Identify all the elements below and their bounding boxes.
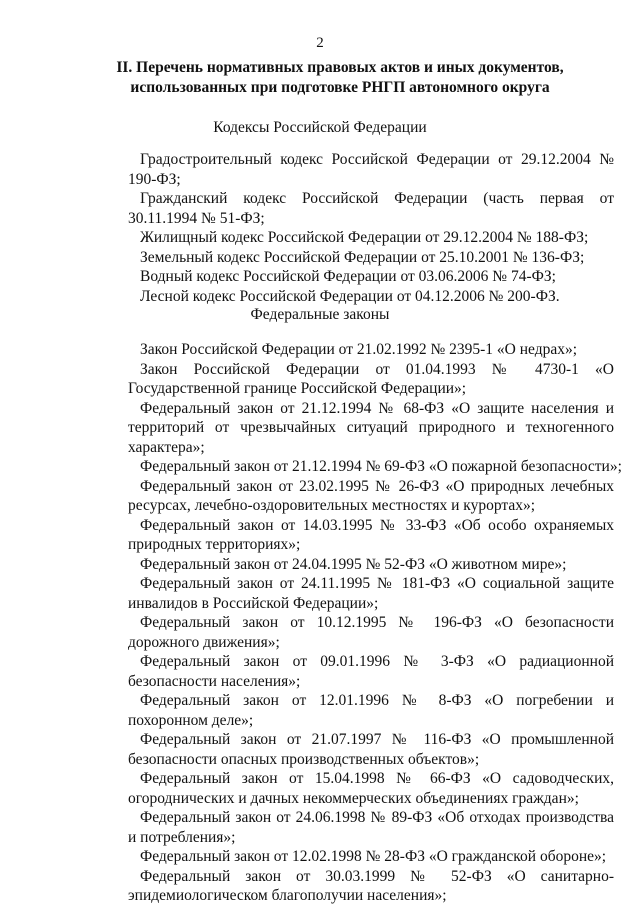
- list-item: Гражданский кодекс Российской Федерации (часть первая от 30.11.1994 № 51-ФЗ;: [128, 190, 614, 227]
- list-item: Федеральный закон от 21.12.1994 № 68-ФЗ «О защите населения и территорий от чрезвычайных ситуаций природного и техногенного характера»;: [128, 399, 614, 456]
- list-item: Водный кодекс Российской Федерации от 03.06.2006 № 74-ФЗ;: [140, 268, 556, 285]
- list-item: Федеральный закон от 12.02.1998 № 28-ФЗ «О гражданской обороне»;: [140, 848, 607, 865]
- list-item: Земельный кодекс Российской Федерации от 25.10.2001 № 136-ФЗ;: [140, 248, 585, 266]
- list-item: Лесной кодекс Российской Федерации от 04.12.2006 № 200-ФЗ.: [140, 287, 560, 305]
- list-item: Федеральный закон от 14.03.1995 № 33-ФЗ «Об особо охраняемых природных территориях»;: [128, 516, 614, 553]
- list-item: Закон Российской Федерации от 01.04.1993 № 4730-1 «О Государственной границе Российской Федерации»;: [128, 360, 614, 397]
- page-number: 2: [316, 35, 324, 51]
- list-item: Федеральный закон от 24.06.1998 № 89-ФЗ «Об отходах производства и потребления»;: [128, 809, 614, 846]
- list-item: Градостроительный кодекс Российской Федерации от 29.12.2004 № 190-ФЗ;: [128, 151, 614, 188]
- heading-federal-laws: Федеральные законы: [250, 306, 390, 323]
- list-item: Федеральный закон от 21.07.1997 № 116-ФЗ «О промышленной безопасности опасных производственных объектов»;: [128, 731, 614, 768]
- list-item: Федеральный закон от 24.04.1995 № 52-ФЗ «О животном мире»;: [140, 555, 567, 573]
- list-item: Закон Российской Федерации от 21.02.1992 № 2395-1 «О недрах»;: [140, 341, 578, 358]
- heading-codes: Кодексы Российской Федерации: [213, 119, 427, 136]
- list-item: Федеральный закон от 21.12.1994 № 69-ФЗ «О пожарной безопасности»;: [140, 458, 622, 475]
- list-item: Федеральный закон от 09.01.1996 № 3-ФЗ «О радиационной безопасности населения»;: [128, 653, 614, 690]
- list-item: Федеральный закон от 23.02.1995 № 26-ФЗ «О природных лечебных ресурсах, лечебно-оздоровительных местностях и курортах»;: [128, 477, 614, 514]
- federal-laws-list: [128, 340, 622, 906]
- list-item: Федеральный закон от 24.11.1995 № 181-ФЗ «О социальной защите инвалидов в Российской Федерации»;: [128, 575, 614, 612]
- section-title-line-1: II. Перечень нормативных правовых актов и иных документов,: [116, 59, 564, 76]
- list-item: Жилищный кодекс Российской Федерации от 29.12.2004 № 188-ФЗ;: [140, 229, 589, 246]
- list-item: Федеральный закон от 15.04.1998 № 66-ФЗ «О садоводческих, огороднических и дачных некоммерческих объединениях граждан»;: [128, 770, 614, 807]
- list-item: Федеральный закон от 30.03.1999 № 52-ФЗ «О санитарно-эпидемиологическом благополучии населения»;: [128, 867, 614, 904]
- list-item: Федеральный закон от 10.12.1995 № 196-ФЗ «О безопасности дорожного движения»;: [128, 614, 614, 651]
- section-title-line-2: использованных при подготовке РНГП автономного округа: [130, 79, 550, 96]
- codes-list: [128, 150, 614, 306]
- list-item: Федеральный закон от 12.01.1996 № 8-ФЗ «О погребении и похоронном деле»;: [128, 692, 614, 729]
- section-title: [110, 58, 570, 98]
